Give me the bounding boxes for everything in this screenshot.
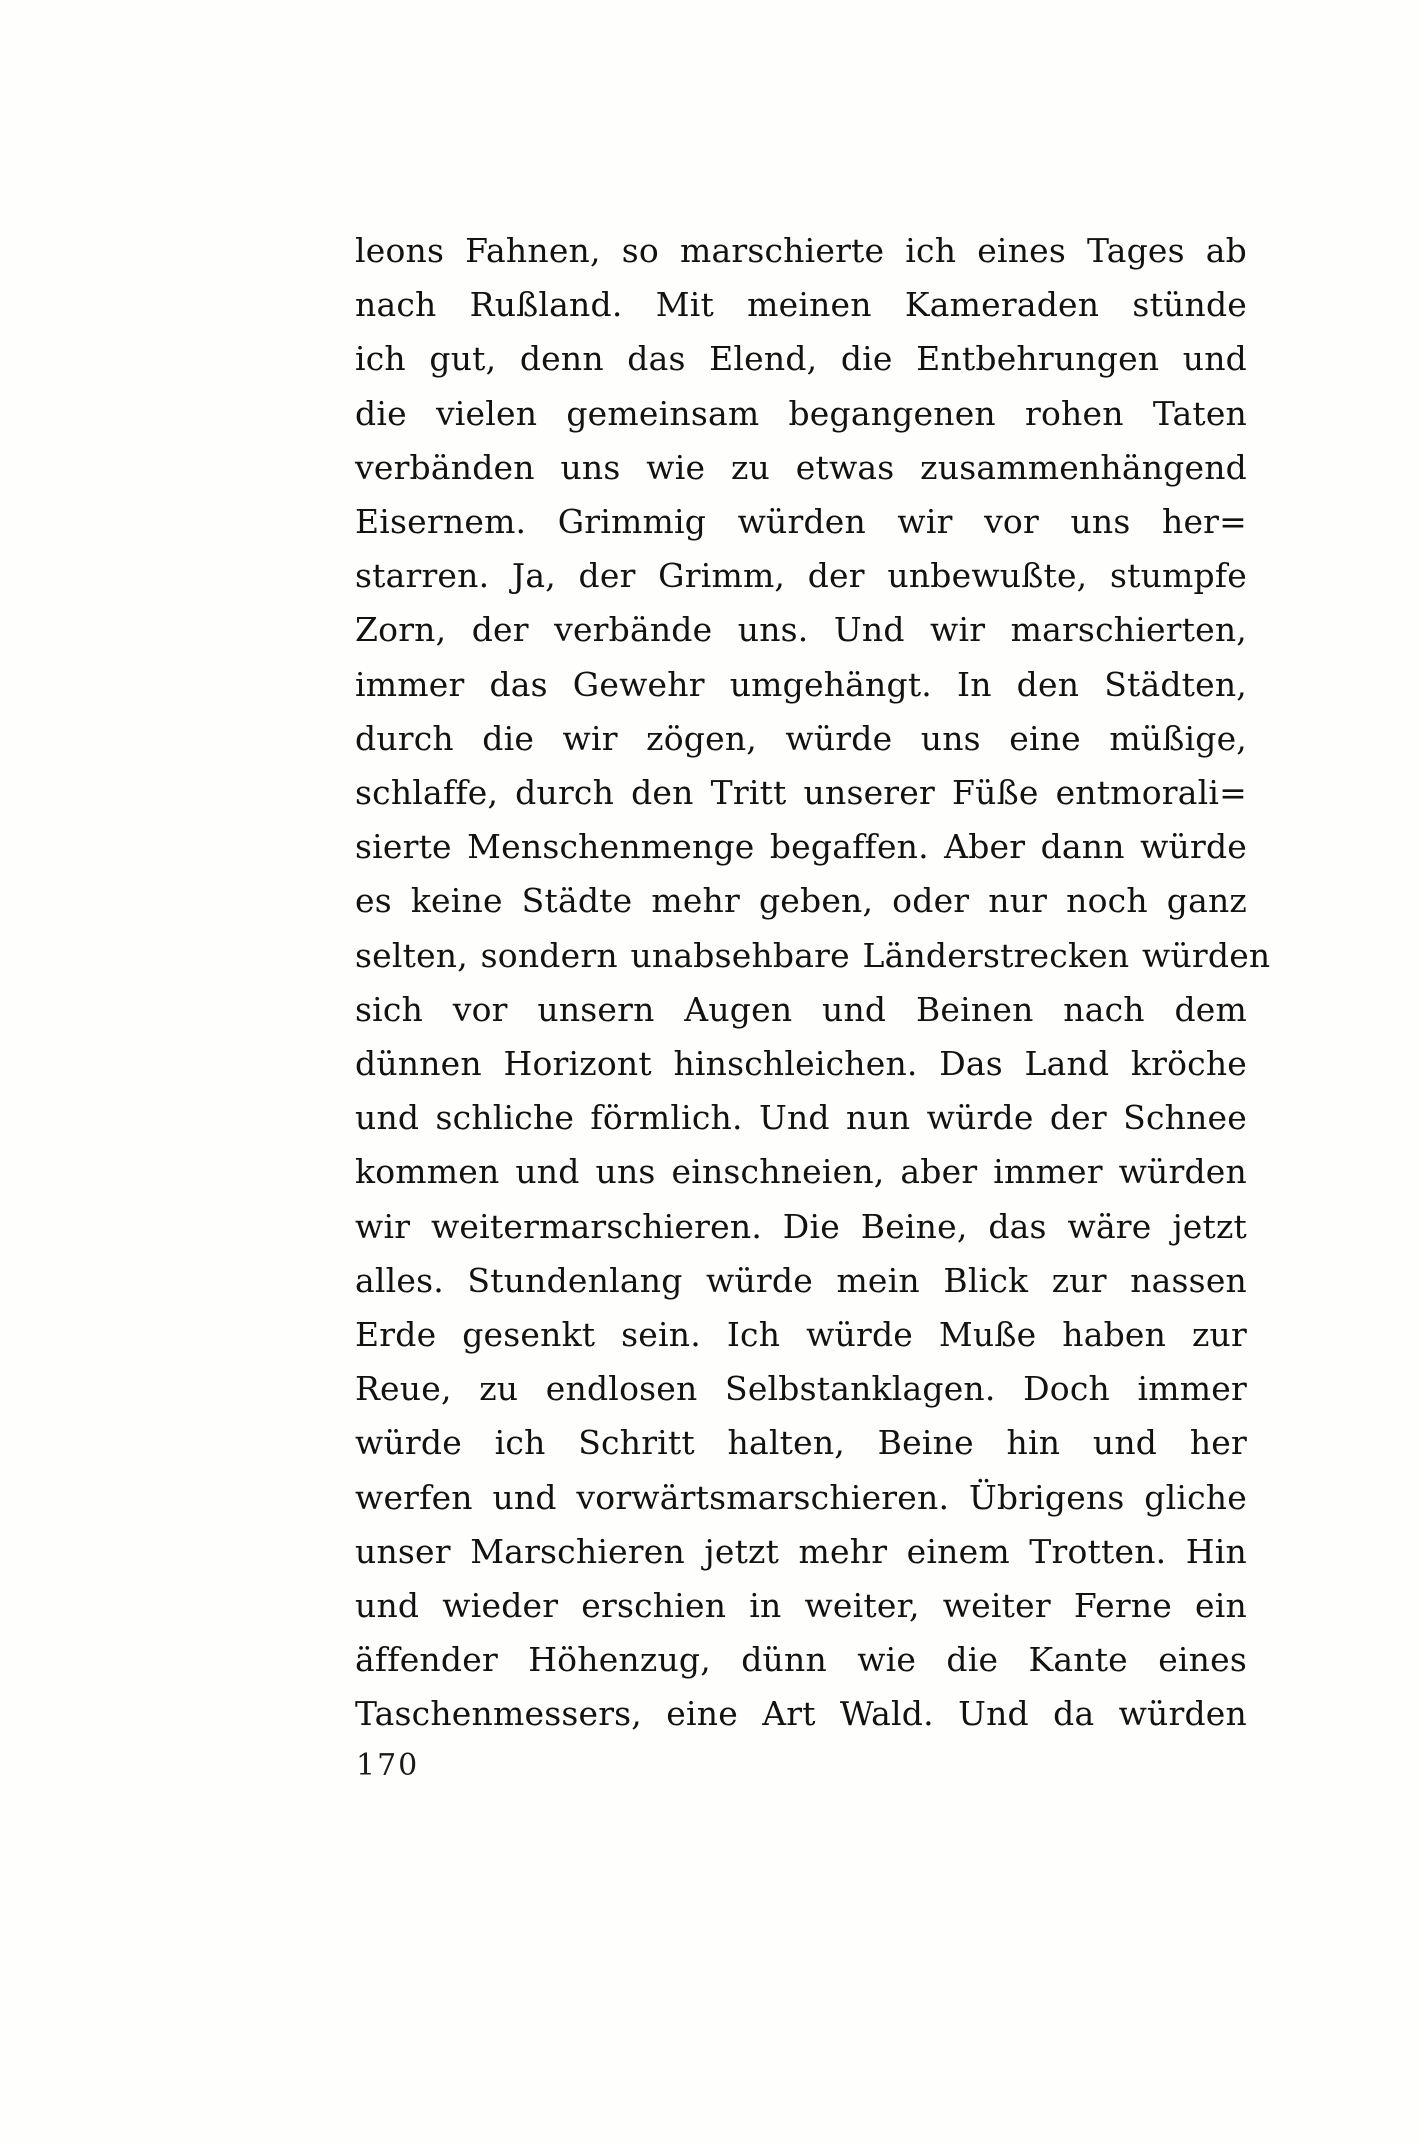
text-line: die vielen gemeinsam begangenen rohen Taten bbox=[355, 393, 1247, 433]
text-line: immer das Gewehr umgehängt. In den Städten, bbox=[355, 664, 1247, 704]
text-line: leons Fahnen, so marschierte ich eines Tages ab bbox=[355, 231, 1247, 270]
text-line: schlaffe, durch den Tritt unserer Füße entmorali= bbox=[355, 773, 1247, 813]
text-line: dünnen Horizont hinschleichen. Das Land kröche bbox=[355, 1044, 1247, 1084]
text-line: es keine Städte mehr geben, oder nur noch ganz bbox=[355, 881, 1247, 921]
text-line: Reue, zu endlosen Selbstanklagen. Doch immer bbox=[355, 1369, 1247, 1409]
text-line: ich gut, denn das Elend, die Entbehrungen und bbox=[355, 339, 1247, 379]
text-line: kommen und uns einschneien, aber immer würden bbox=[355, 1152, 1247, 1192]
text-line: sierte Menschenmenge begaffen. Aber dann würde bbox=[355, 827, 1247, 867]
text-line: verbänden uns wie zu etwas zusammenhängend bbox=[355, 447, 1247, 487]
text-line: starren. Ja, der Grimm, der unbewußte, stumpfe bbox=[355, 556, 1247, 596]
text-line: Taschenmessers, eine Art Wald. Und da würden bbox=[355, 1694, 1247, 1734]
text-line: selten, sondern unabsehbare Länderstrecken würden bbox=[355, 935, 1271, 975]
text-line: würde ich Schritt halten, Beine hin und her bbox=[355, 1423, 1247, 1463]
text-line: äffender Höhenzug, dünn wie die Kante eines bbox=[355, 1640, 1247, 1680]
text-line: sich vor unsern Augen und Beinen nach dem bbox=[355, 989, 1247, 1029]
text-line: wir weitermarschieren. Die Beine, das wäre jetzt bbox=[355, 1206, 1247, 1246]
text-line: und wieder erschien in weiter, weiter Ferne ein bbox=[355, 1586, 1247, 1626]
text-line: unser Marschieren jetzt mehr einem Trotten. Hin bbox=[355, 1531, 1247, 1571]
text-line: durch die wir zögen, würde uns eine müßige, bbox=[355, 718, 1247, 758]
text-line: Zorn, der verbände uns. Und wir marschierten, bbox=[355, 610, 1247, 650]
page-number: 170 bbox=[356, 1748, 420, 1783]
text-line: Erde gesenkt sein. Ich würde Muße haben zur bbox=[355, 1315, 1247, 1355]
body-text bbox=[355, 224, 1271, 1742]
text-line: werfen und vorwärtsmarschieren. Übrigens gliche bbox=[355, 1477, 1247, 1517]
text-line: Eisernem. Grimmig würden wir vor uns her= bbox=[355, 502, 1247, 542]
text-line: nach Rußland. Mit meinen Kameraden stünde bbox=[355, 285, 1247, 325]
text-line: alles. Stundenlang würde mein Blick zur nassen bbox=[355, 1260, 1247, 1300]
text-line: und schliche förmlich. Und nun würde der Schnee bbox=[355, 1098, 1247, 1138]
